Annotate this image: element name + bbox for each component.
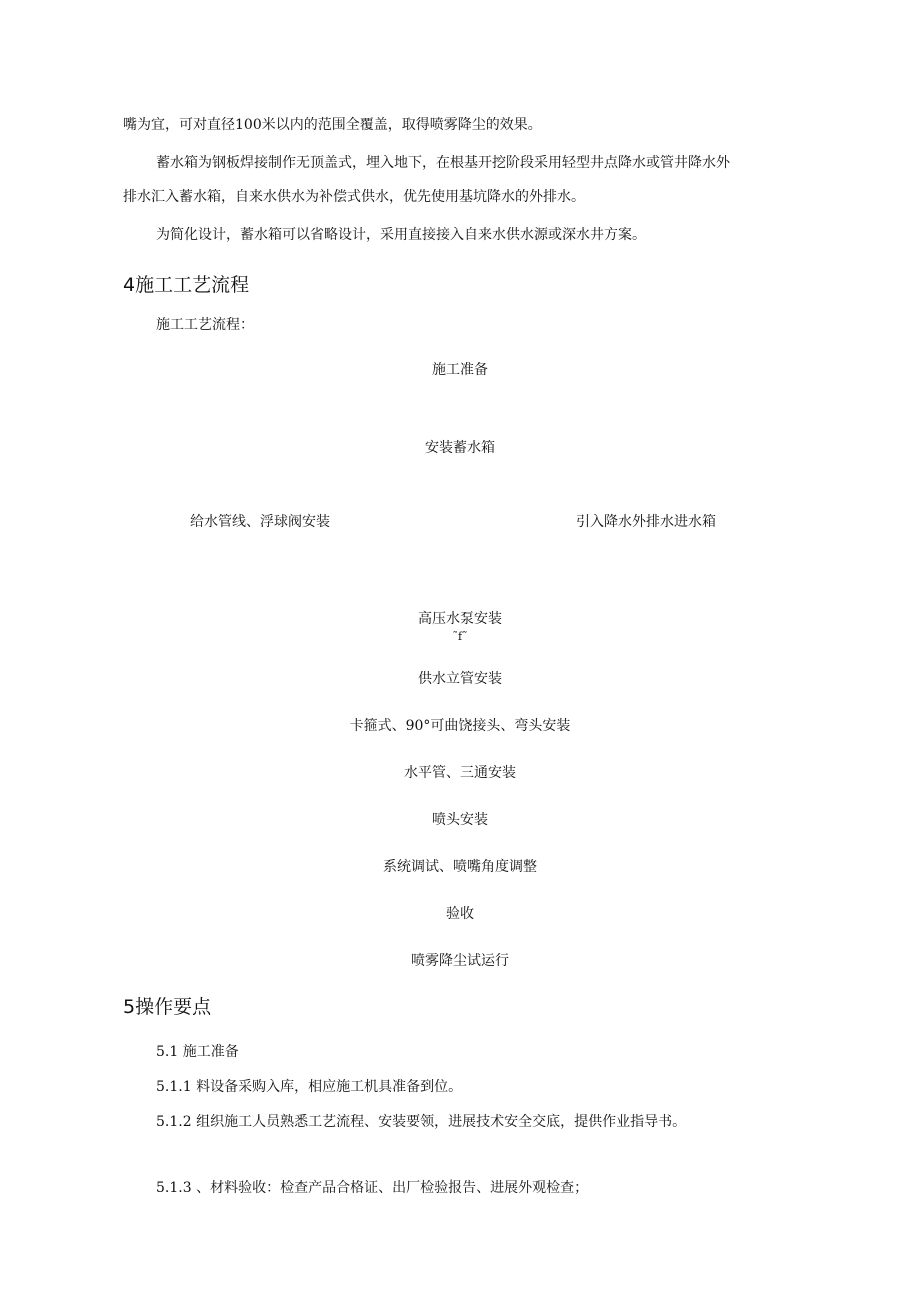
flow-step: 施工准备 (432, 362, 488, 378)
flow-step: 卡箍式、90°可曲饶接头、弯头安装 (349, 718, 571, 734)
list-item: 5.1.2 组织施工人员熟悉工艺流程、安装要领，进展技术安全交底，提供作业指导书。 (156, 1114, 687, 1130)
flow-step: 喷头安装 (432, 812, 488, 828)
flow-branch-right: 引入降水外排水进水箱 (576, 514, 716, 530)
flow-step: 验收 (446, 906, 474, 922)
section-heading: 5操作要点 (123, 996, 212, 1018)
flow-step: 供水立管安装 (418, 671, 502, 687)
flow-mark: ˜f˜ (452, 630, 468, 643)
list-item: 5.1.1 料设备采购入库，相应施工机具准备到位。 (156, 1079, 463, 1095)
flow-step: 水平管、三通安装 (404, 765, 516, 781)
flow-step: 高压水泵安装 (418, 611, 502, 627)
flow-branch-left: 给水管线、浮球阀安装 (190, 514, 330, 530)
flow-step: 安装蓄水箱 (425, 440, 495, 456)
flow-step: 喷雾降尘试运行 (411, 953, 509, 969)
paragraph-line: 嘴为宜，可对直径100米以内的范围全覆盖，取得喷雾降尘的效果。 (123, 117, 542, 133)
section-lead: 施工工艺流程： (156, 317, 254, 333)
paragraph-line: 排水汇入蓄水箱，自来水供水为补偿式供水，优先使用基坑降水的外排水。 (123, 189, 585, 205)
flow-step: 系统调试、喷嘴角度调整 (383, 859, 537, 875)
paragraph-line: 蓄水箱为钢板焊接制作无顶盖式，埋入地下，在根基开挖阶段采用轻型井点降水或管井降水外 (156, 155, 730, 171)
paragraph-line: 为简化设计，蓄水箱可以省略设计，采用直接接入自来水供水源或深水井方案。 (156, 227, 646, 243)
list-item: 5.1 施工准备 (156, 1044, 239, 1060)
list-item: 5.1.3 、材料验收：检查产品合格证、出厂检验报告、进展外观检查； (156, 1180, 589, 1196)
section-heading: 4施工工艺流程 (123, 274, 250, 296)
